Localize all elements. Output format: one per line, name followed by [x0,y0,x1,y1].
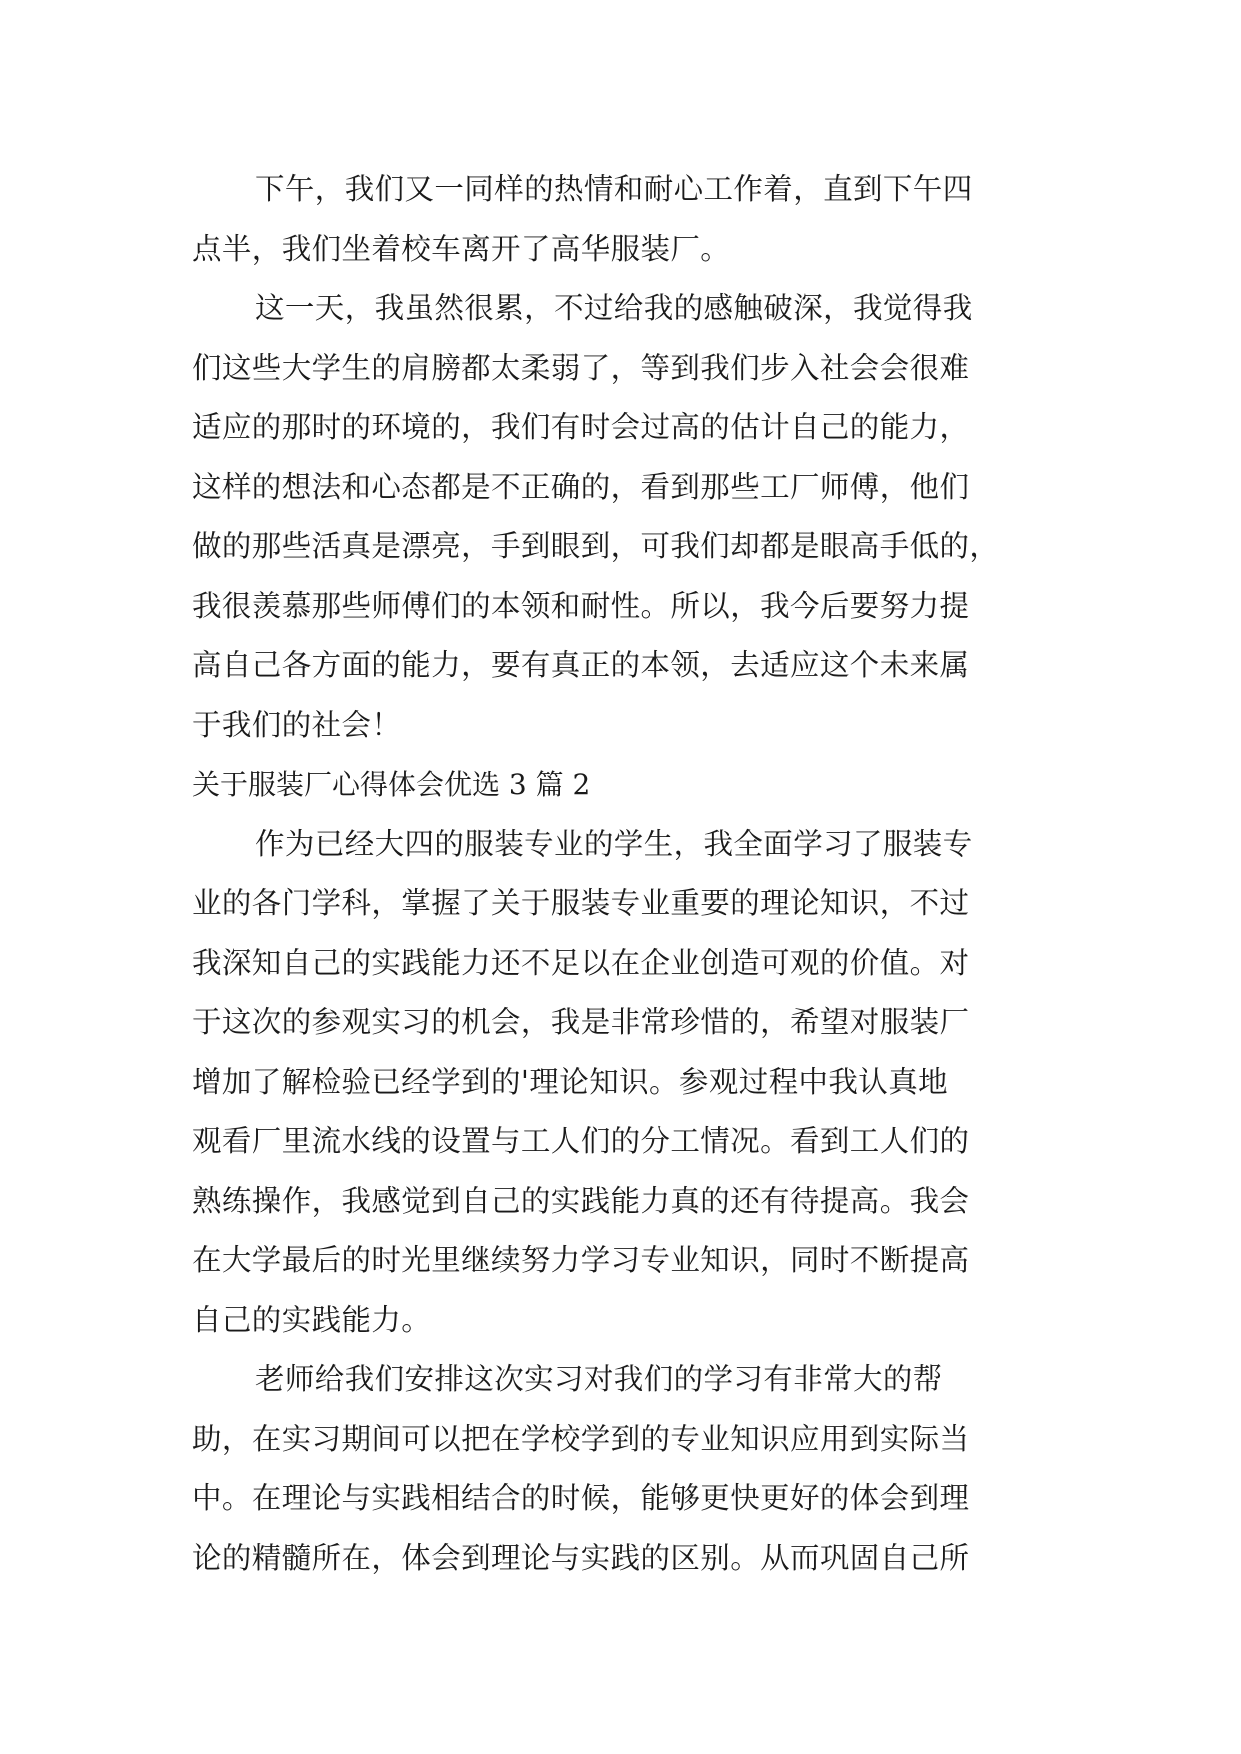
text-line: 业的各门学科，掌握了关于服装专业重要的理论知识，不过 [192,886,970,920]
section-heading: 关于服装厂心得体会优选 3 篇 2 [192,768,591,801]
text-line: 于我们的社会！ [192,707,402,742]
text-line: 熟练操作，我感觉到自己的实践能力真的还有待提高。我会 [192,1183,970,1218]
text-line: 论的精髓所在，体会到理论与实践的区别。从而巩固自己所 [192,1540,970,1575]
paragraph [192,815,1050,1351]
text-line: 这样的想法和心态都是不正确的，看到那些工厂师傅，他们 [192,469,970,504]
text-line: 们这些大学生的肩膀都太柔弱了，等到我们步入社会会很难 [192,350,970,385]
text-line: 作为已经大四的服装专业的学生，我全面学习了服装专 [255,826,973,861]
text-line: 助，在实习期间可以把在学校学到的专业知识应用到实际当 [192,1421,970,1456]
text-line: 这一天，我虽然很累，不过给我的感触破深，我觉得我 [255,291,973,325]
text-line: 适应的那时的环境的，我们有时会过高的估计自己的能力， [192,410,970,444]
text-line: 于这次的参观实习的机会，我是非常珍惜的，希望对服装厂 [192,1005,970,1039]
text-line: 高自己各方面的能力，要有真正的本领，去适应这个未来属 [192,648,970,682]
text-line: 下午，我们又一同样的热情和耐心工作着，直到下午四 [255,172,973,206]
text-line: 点半，我们坐着校车离开了高华服装厂。 [192,231,731,266]
text-line: 老师给我们安排这次实习对我们的学习有非常大的帮 [255,1362,943,1396]
text-line: 中。在理论与实践相结合的时候，能够更快更好的体会到理 [192,1481,970,1515]
document-body [192,160,1050,1588]
text-line: 增加了解检验已经学到的'理论知识。参观过程中我认真地 [192,1064,949,1099]
text-line: 自己的实践能力。 [192,1302,432,1337]
paragraph [192,1350,1050,1588]
text-line: 做的那些活真是漂亮，手到眼到，可我们却都是眼高手低的， [192,529,1000,563]
paragraph [192,160,1050,279]
text-line: 观看厂里流水线的设置与工人们的分工情况。看到工人们的 [192,1124,970,1158]
text-line: 在大学最后的时光里继续努力学习专业知识，同时不断提高 [192,1243,970,1277]
text-line: 我深知自己的实践能力还不足以在企业创造可观的价值。对 [192,945,970,980]
text-line: 我很羡慕那些师傅们的本领和耐性。所以，我今后要努力提 [192,588,970,623]
paragraph [192,279,1050,755]
